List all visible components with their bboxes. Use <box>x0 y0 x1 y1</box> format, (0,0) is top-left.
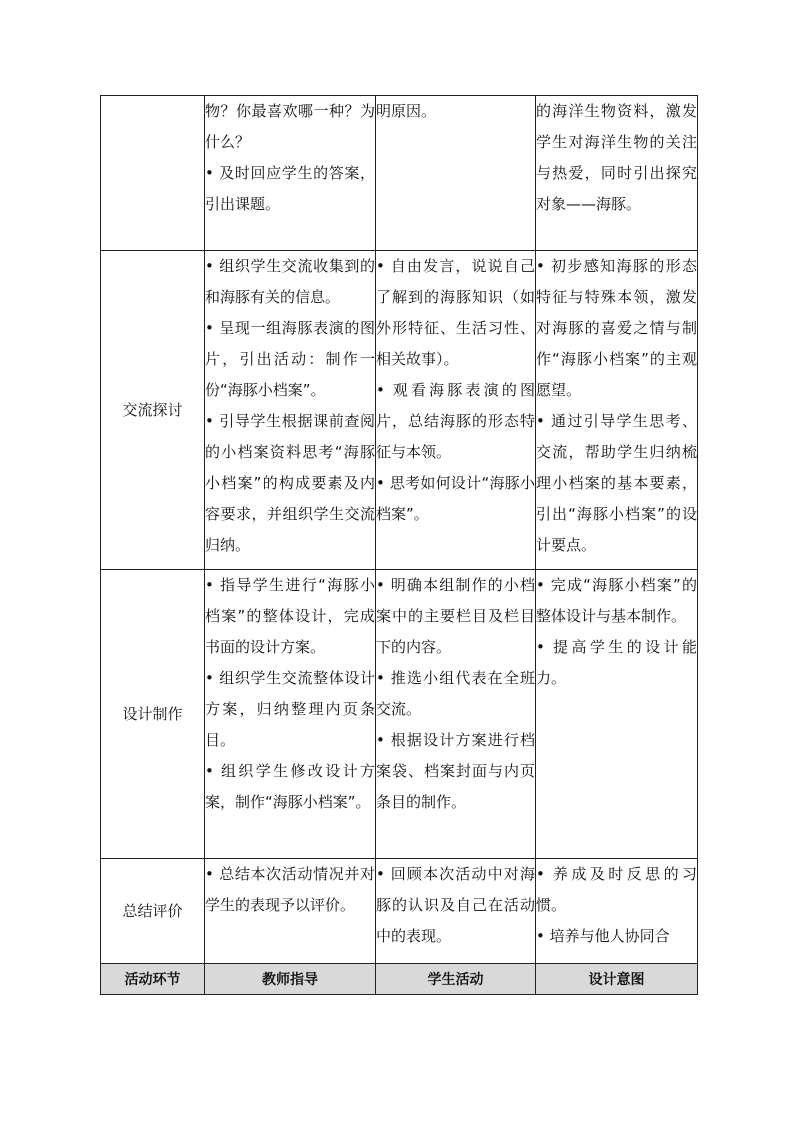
table-row <box>101 96 698 251</box>
stage-cell: 交流探讨 <box>101 251 205 570</box>
table-row <box>101 251 698 570</box>
teacher-guidance-cell <box>205 859 376 964</box>
header-stage: 活动环节 <box>101 964 205 995</box>
cell-paragraph: • 指导学生进行“海豚小档案”的整体设计，完成书面的设计方案。 <box>205 576 375 656</box>
student-activity-cell <box>376 570 536 859</box>
header-student: 学生活动 <box>376 964 536 995</box>
cell-paragraph: • 呈现一组海豚表演的图片，引出活动：制作一份“海豚小档案”。 <box>205 319 375 399</box>
lesson-plan-table <box>100 95 698 995</box>
cell-paragraph: • 初步感知海豚的形态特征与特殊本领，激发对海豚的喜爱之情与制作“海豚小档案”的主观愿望。 <box>536 257 697 399</box>
header-intent: 设计意图 <box>536 964 698 995</box>
cell-paragraph: • 完成“海豚小档案”的整体设计与基本制作。 <box>536 576 697 625</box>
design-intent-cell <box>536 251 698 570</box>
student-activity-cell <box>376 859 536 964</box>
header-row <box>101 964 698 995</box>
cell-paragraph: • 养成及时反思的习惯。 <box>536 865 697 914</box>
cell-paragraph: • 自由发言，说说自己了解到的海豚知识（如外形特征、生活习性、相关故事）。 <box>376 257 535 368</box>
cell-paragraph: • 培养与他人协同合 <box>536 927 670 945</box>
cell-paragraph: • 提高学生的设计能力。 <box>536 638 697 687</box>
cell-paragraph: • 组织学生修改设计方案，制作“海豚小档案”。 <box>205 762 375 811</box>
cell-paragraph: • 推选小组代表在全班交流。 <box>376 669 535 718</box>
cell-paragraph: • 回顾本次活动中对海豚的认识及自己在活动中的表现。 <box>376 865 535 945</box>
student-activity-cell <box>376 96 536 251</box>
cell-paragraph: • 引导学生根据课前查阅的小档案资料思考“海豚小档案”的构成要素及内容要求，并组织学生交流归纳。 <box>205 412 375 554</box>
student-activity-cell <box>376 251 536 570</box>
cell-paragraph: • 及时回应学生的答案，引出课题。 <box>205 164 375 213</box>
cell-paragraph: 明原因。 <box>376 102 437 120</box>
design-intent-cell <box>536 96 698 251</box>
cell-paragraph: • 组织学生交流整体设计方案，归纳整理内页条目。 <box>205 669 375 749</box>
teacher-guidance-cell <box>205 251 376 570</box>
cell-paragraph: • 明确本组制作的小档案中的主要栏目及栏目下的内容。 <box>376 576 535 656</box>
header-teacher: 教师指导 <box>205 964 376 995</box>
cell-paragraph: 的海洋生物资料，激发学生对海洋生物的关注与热爱，同时引出探究对象——海豚。 <box>536 102 697 213</box>
teacher-guidance-cell <box>205 96 376 251</box>
cell-paragraph: • 根据设计方案进行档案袋、档案封面与内页条目的制作。 <box>376 731 535 811</box>
teacher-guidance-cell <box>205 570 376 859</box>
cell-paragraph: • 总结本次活动情况并对学生的表现予以评价。 <box>205 865 375 914</box>
stage-cell: 设计制作 <box>101 570 205 859</box>
cell-paragraph: 物？你最喜欢哪一种？为什么？ <box>205 102 375 151</box>
design-intent-cell <box>536 859 698 964</box>
table-row <box>101 859 698 964</box>
stage-cell: 总结评价 <box>101 859 205 964</box>
cell-paragraph: • 组织学生交流收集到的和海豚有关的信息。 <box>205 257 375 306</box>
design-intent-cell <box>536 570 698 859</box>
cell-paragraph: • 观看海豚表演的图片，总结海豚的形态特征与本领。 <box>376 381 535 461</box>
table-row <box>101 570 698 859</box>
stage-cell <box>101 96 205 251</box>
cell-paragraph: • 通过引导学生思考、交流，帮助学生归纳梳理小档案的基本要素，引出“海豚小档案”的设计要点。 <box>536 412 697 554</box>
cell-paragraph: • 思考如何设计“海豚小档案”。 <box>376 474 535 523</box>
